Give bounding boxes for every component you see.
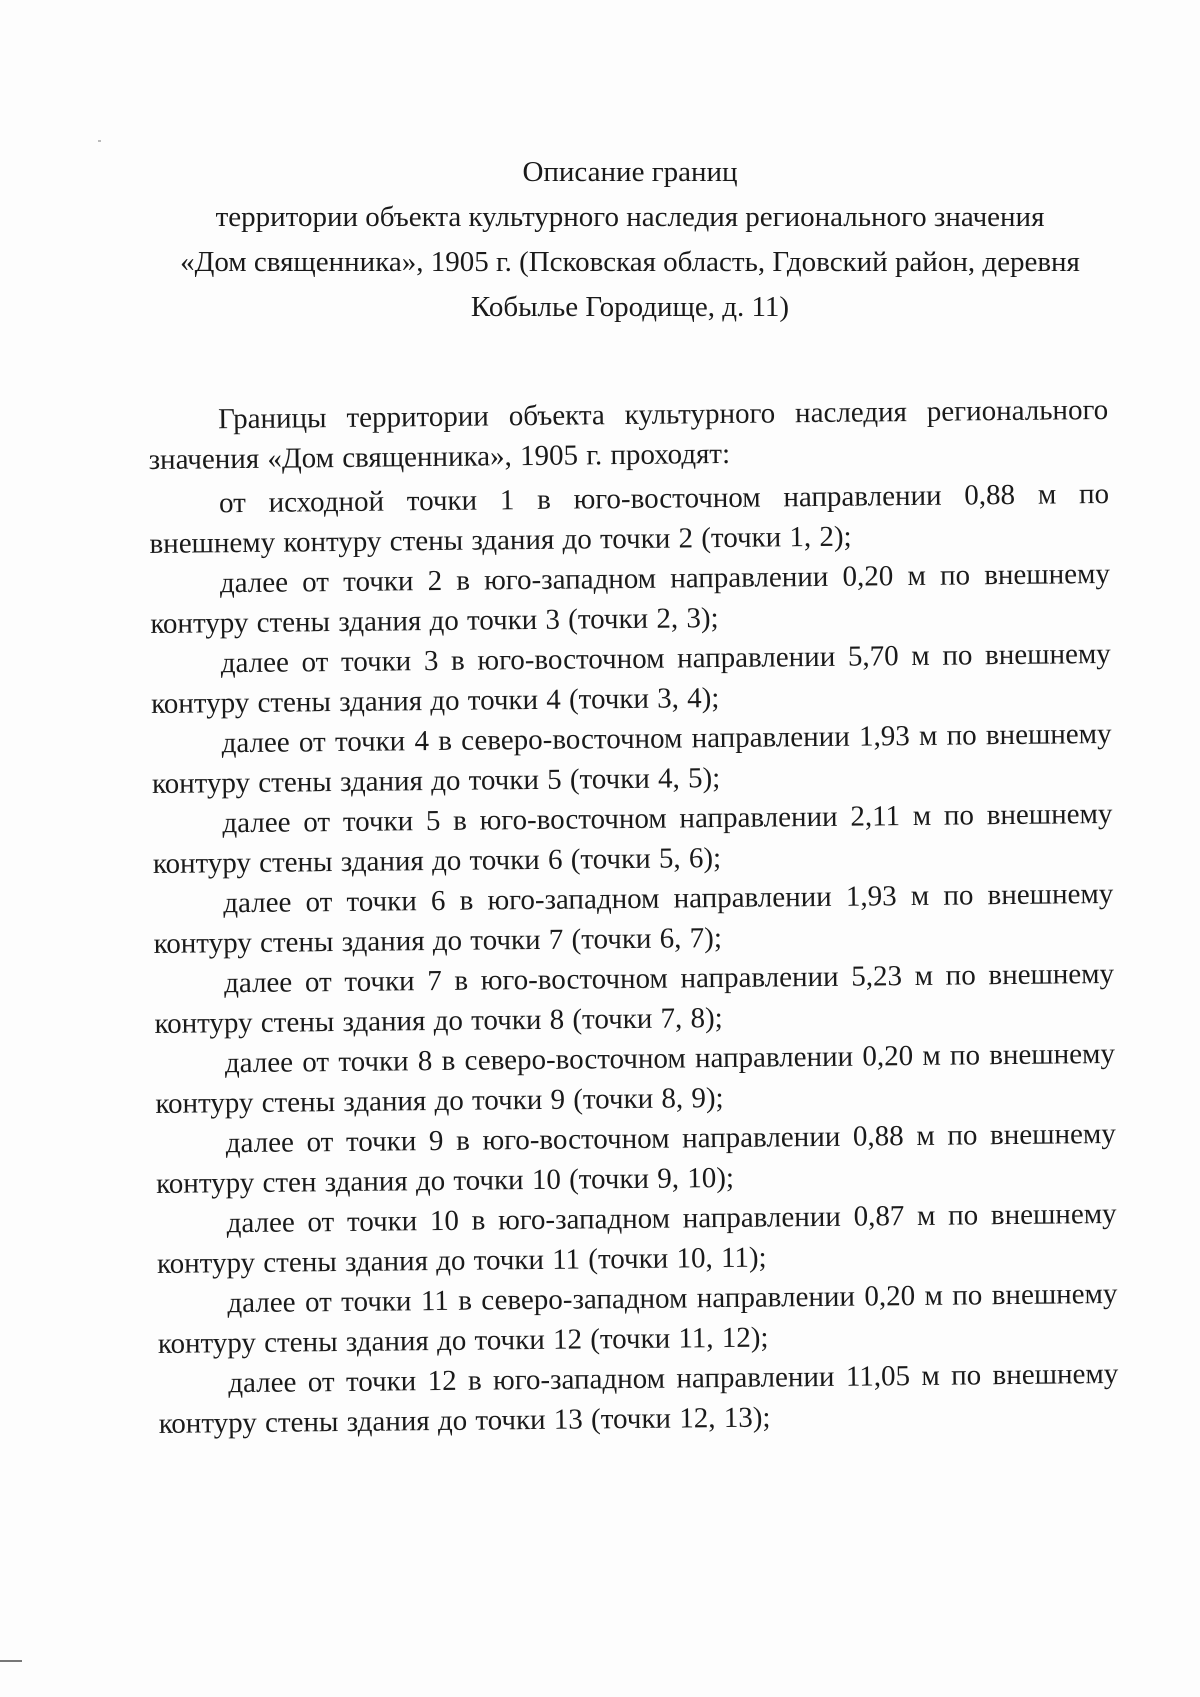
boundary-segment-3: далее от точки 3 в юго-восточном направлении 5,70 м по внешнему контуру стены здания до точки 4 (точки 3, 4); [151, 637, 1111, 720]
scan-speck [98, 140, 101, 142]
boundary-segment-2: далее от точки 2 в юго-западном направлении 0,20 м по внешнему контуру стены здания до точки 3 (точки 2, 3); [150, 557, 1111, 640]
boundary-segment-8: далее от точки 8 в северо-восточном направлении 0,20 м по внешнему контуру стены здания до точки 9 (точки 8, 9); [155, 1037, 1116, 1120]
boundary-segment-12: далее от точки 12 в юго-западном направлении 11,05 м по внешнему контуру стены здания до точки 13 (точки 12, 13); [158, 1357, 1119, 1440]
boundary-segment-6: далее от точки 6 в юго-западном направлении 1,93 м по внешнему контуру стены здания до точки 7 (точки 6, 7); [153, 877, 1114, 960]
title-line-3: «Дом священника», 1905 г. (Псковская область, Гдовский район, деревня [180, 246, 1080, 278]
boundary-segment-4: далее от точки 4 в северо-восточном направлении 1,93 м по внешнему контуру стены здания до точки 5 (точки 4, 5); [151, 717, 1112, 800]
scan-edge-mark [0, 1660, 22, 1662]
intro-paragraph: Границы территории объекта культурного наследия регионального значения «Дом священника», 1905 г. проходят: [148, 393, 1109, 476]
document-body [148, 390, 1119, 1444]
title-line-1: Описание границ [522, 156, 738, 188]
boundary-segment-11: далее от точки 11 в северо-западном направлении 0,20 м по внешнему контуру стены здания до точки 12 (точки 11, 12); [157, 1277, 1118, 1360]
boundary-segment-7: далее от точки 7 в юго-восточном направлении 5,23 м по внешнему контуру стены здания до точки 8 (точки 7, 8); [154, 957, 1115, 1040]
boundary-segment-1: от исходной точки 1 в юго-восточном направлении 0,88 м по внешнему контуру стены здания до точки 2 (точки 1, 2); [149, 477, 1110, 560]
document-title [130, 150, 1130, 330]
title-line-4: Кобылье Городище, д. 11) [470, 291, 790, 323]
boundary-segment-5: далее от точки 5 в юго-восточном направлении 2,11 м по внешнему контуру стены здания до точки 6 (точки 5, 6); [152, 797, 1113, 880]
boundary-segment-10: далее от точки 10 в юго-западном направлении 0,87 м по внешнему контуру стены здания до точки 11 (точки 10, 11); [156, 1197, 1117, 1280]
title-line-2: территории объекта культурного наследия регионального значения [215, 201, 1045, 233]
boundary-segment-9: далее от точки 9 в юго-восточном направлении 0,88 м по внешнему контуру стен здания до точки 10 (точки 9, 10); [156, 1117, 1116, 1200]
